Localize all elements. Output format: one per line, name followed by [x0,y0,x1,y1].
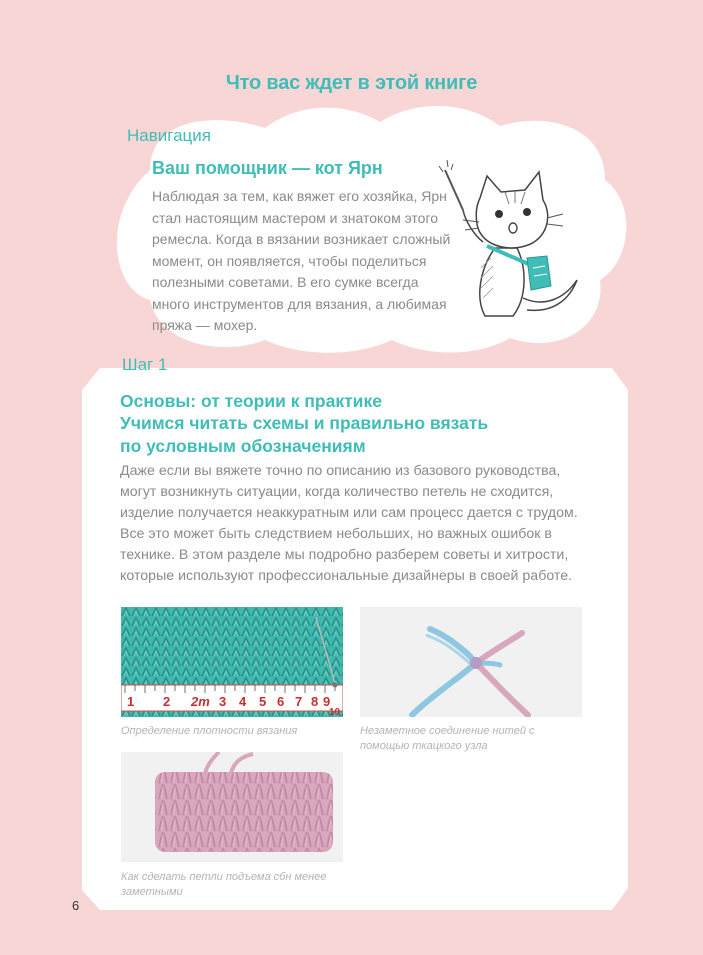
navigation-heading: Ваш помощник — кот Ярн [152,158,383,178]
ruler-mark-9: 9 [323,694,331,709]
ruler-mark-10: 10 [329,707,341,717]
page-number: 6 [72,898,80,913]
crochet-hook-icon [445,170,463,210]
cat-yarn-illustration [435,158,585,323]
ruler-mark-4: 4 [239,694,247,709]
ruler-mark-3: 3 [219,694,227,709]
step-text: Даже если вы вяжете точно по описанию из базового руководства, могут возникнуть ситуации, когда количество петель не сходится, изделие получается неаккуратным или сам процесс дается с трудом. Все это может быть следствием небольших, но важных ошибок в технике. В этом разделе мы подробно разберем советы и хитрости, которые используют профессиональные дизайнеры в своей работе. [120,463,578,584]
ruler-mark-6: 6 [277,694,285,709]
photo-pink-swatch [121,752,343,862]
step-heading-line-3: по условным обозначениям [120,436,366,456]
caption-weavers-knot: Незаметное соединение нитей с помощью ткацкого узла [360,725,535,752]
ruler-mark-1: 1 [127,694,135,709]
step-label: Шаг 1 [122,355,168,374]
step-heading-line-1: Основы: от теории к практике [120,391,382,411]
ruler-mark-2m: 2m [191,694,210,709]
page-title: Что вас ждет в этой книге [225,72,478,94]
navigation-text: Наблюдая за тем, как вяжет его хозяйка, Ярн стал настоящим мастером и знатоком этого ремесла. Когда в вязании возникает сложный момент, он появляется, чтобы поделиться полезными советами. В его сумке всегда много инструментов для вязания, а любимая пряжа — мохер. [152,188,451,333]
ruler-mark-2: 2 [163,694,171,709]
caption-gauge: Определение плотности вязания [121,725,298,737]
photo-gauge-swatch [121,607,343,717]
navigation-label: Навигация [127,126,211,145]
ruler-mark-7: 7 [295,694,303,709]
ruler-mark-8: 8 [311,694,319,709]
caption-pink-swatch: Как сделать петли подъема сбн менее заметными [121,871,327,898]
photo-weavers-knot [360,607,582,717]
step-heading-line-2: Учимся читать схемы и правильно вязать [120,413,489,433]
ruler-mark-5: 5 [259,694,267,709]
